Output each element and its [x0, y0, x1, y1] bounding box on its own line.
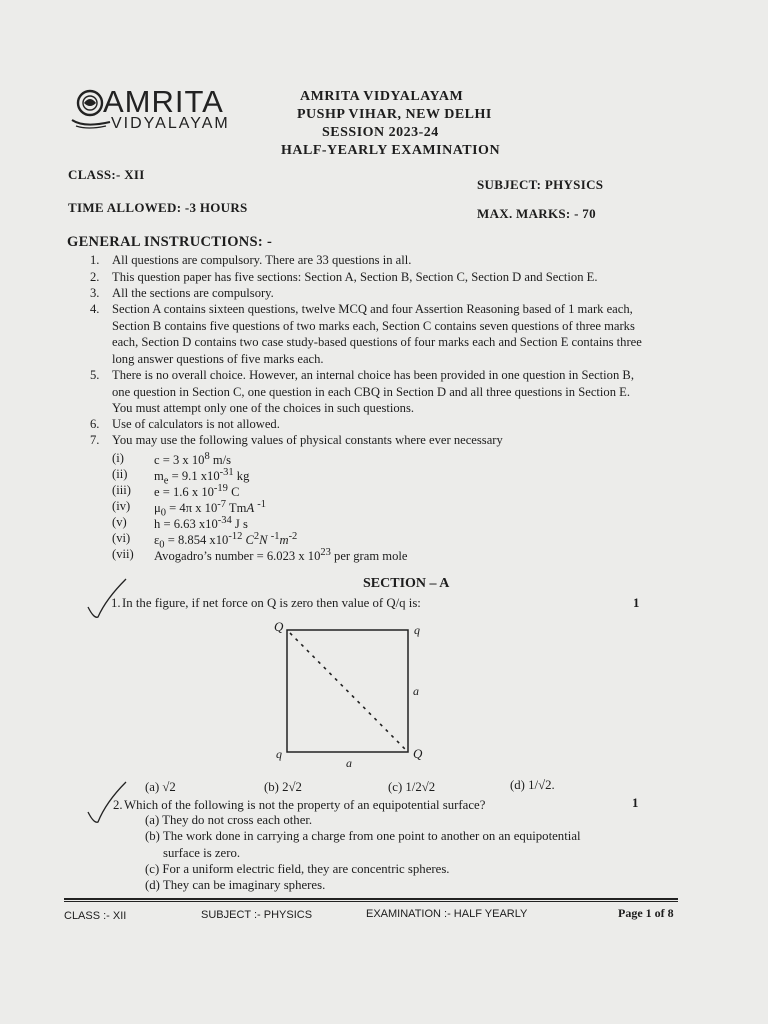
- instruction-number: 3.: [90, 286, 100, 300]
- q1-option-a: (a) √2: [145, 780, 176, 794]
- subject-label: SUBJECT: PHYSICS: [477, 177, 604, 192]
- class-label: CLASS:- XII: [68, 167, 145, 182]
- amrita-emblem-icon: [75, 88, 105, 118]
- constant-value: h = 6.63 $x10^{-34}$ J s: [154, 515, 248, 532]
- logo-subtitle: VIDYALAYAM: [111, 115, 230, 132]
- time-allowed: TIME ALLOWED: -3 HOURS: [68, 200, 248, 215]
- constant-value: $\varepsilon_0 = 8.854$ $x10^{-12}$ $C^2N$ $^{-1}m^{-2}$: [154, 531, 298, 551]
- question-2-text: Which of the following is not the property of an equipotential surface?: [124, 798, 486, 812]
- q1-option-c: (c) 1/2√2: [388, 780, 436, 794]
- instruction-text: Section A contains sixteen questions, twelve MCQ and four Assertion Reasoning based of 1 mark each, Section B contains five questions of two marks each, Section C contains seven questions of three marks each, Section D contains two case study-based questions of four marks each and Section E contains three long answer questions of five marks each.: [112, 302, 642, 366]
- constant-roman-numeral: (ii): [112, 467, 128, 481]
- constant-value: Avogadro’s number = 6.023 x $10^{23}$ per gram mole: [154, 547, 408, 564]
- question-1-marks: 1: [633, 596, 640, 610]
- footer-rule-top: [64, 898, 678, 900]
- charge-label-top-right: q: [414, 623, 420, 637]
- footer-rule-bottom: [64, 901, 678, 902]
- instruction-number: 7.: [90, 433, 100, 447]
- footer-class: CLASS :- XII: [64, 910, 127, 922]
- instruction-number: 6.: [90, 417, 100, 431]
- session: SESSION 2023-24: [322, 125, 439, 140]
- instruction-text: You may use the following values of physical constants where ever necessary: [112, 433, 503, 447]
- constant-value: c = 3 x $10^8$ m/s: [154, 451, 232, 468]
- instruction-text: All questions are compulsory. There are 33 questions in all.: [112, 253, 412, 267]
- instruction-text: This question paper has five sections: Section A, Section B, Section C, Section D and Section E.: [112, 270, 598, 284]
- instruction-text: All the sections are compulsory.: [112, 286, 274, 300]
- constant-value: $m_e = 9.1$ $x10^{-31}$ kg: [154, 467, 250, 487]
- section-a-heading: SECTION – A: [363, 576, 450, 591]
- logo-wordmark: AMRITA: [103, 84, 224, 119]
- question-2-marks: 1: [632, 796, 639, 810]
- instruction-number: 5.: [90, 368, 100, 382]
- charge-label-bottom-left: q: [276, 747, 282, 761]
- instructions-heading: GENERAL INSTRUCTIONS: -: [67, 234, 273, 250]
- question-1-text: In the figure, if net force on Q is zero then value of Q/q is:: [122, 596, 421, 610]
- q1-option-d: (d) 1/√2.: [510, 778, 555, 792]
- constant-roman-numeral: (iv): [112, 499, 131, 513]
- charge-label-bottom-right: Q: [413, 746, 423, 761]
- constant-roman-numeral: (iii): [112, 483, 131, 497]
- q2-option-d: (d) They can be imaginary spheres.: [145, 878, 326, 892]
- q2-option-a: (a) They do not cross each other.: [145, 813, 313, 827]
- max-marks: MAX. MARKS: - 70: [477, 206, 596, 221]
- constant-value: e = 1.6 x $10^{-19}$ C: [154, 483, 240, 500]
- school-address: PUSHP VIHAR, NEW DELHI: [297, 107, 492, 122]
- question-1-number: 1.: [111, 596, 121, 610]
- constant-roman-numeral: (vi): [112, 531, 131, 545]
- charge-label-top-left: Q: [274, 619, 284, 634]
- constant-roman-numeral: (v): [112, 515, 127, 529]
- instruction-number: 4.: [90, 302, 100, 316]
- question-2-number: 2.: [113, 798, 123, 812]
- q1-option-b: (b) 2√2: [264, 780, 302, 794]
- bottom-length-label: a: [346, 756, 352, 770]
- constant-roman-numeral: (i): [112, 451, 124, 465]
- footer-subject: SUBJECT :- PHYSICS: [201, 909, 313, 921]
- q2-option-b-continued: surface is zero.: [163, 846, 241, 860]
- q2-option-b: (b) The work done in carrying a charge from one point to another on an equipotential: [145, 829, 581, 843]
- instruction-number: 2.: [90, 270, 100, 284]
- logo-swoosh-icon: [70, 116, 112, 130]
- instruction-text: Use of calculators is not allowed.: [112, 417, 280, 431]
- exam-title: HALF-YEARLY EXAMINATION: [281, 143, 501, 158]
- constant-roman-numeral: (vii): [112, 547, 134, 561]
- school-name: AMRITA VIDYALAYAM: [300, 89, 464, 104]
- side-length-label: a: [413, 684, 419, 698]
- instruction-text: There is no overall choice. However, an internal choice has been provided in one question in Section B, one question in Section C, one question in each CBQ in Section D and all three questions in Section E. You must attempt only one of the choices in such questions.: [112, 368, 634, 416]
- instruction-number: 1.: [90, 253, 100, 267]
- footer-exam: EXAMINATION :- HALF YEARLY: [366, 908, 528, 920]
- q2-option-c: (c) For a uniform electric field, they are concentric spheres.: [145, 862, 450, 876]
- footer-page-number: Page 1 of 8: [618, 906, 674, 920]
- constant-value: $\mu_0 = 4\pi$ x $10^{-7}$ TmA $^{-1}$: [154, 499, 267, 519]
